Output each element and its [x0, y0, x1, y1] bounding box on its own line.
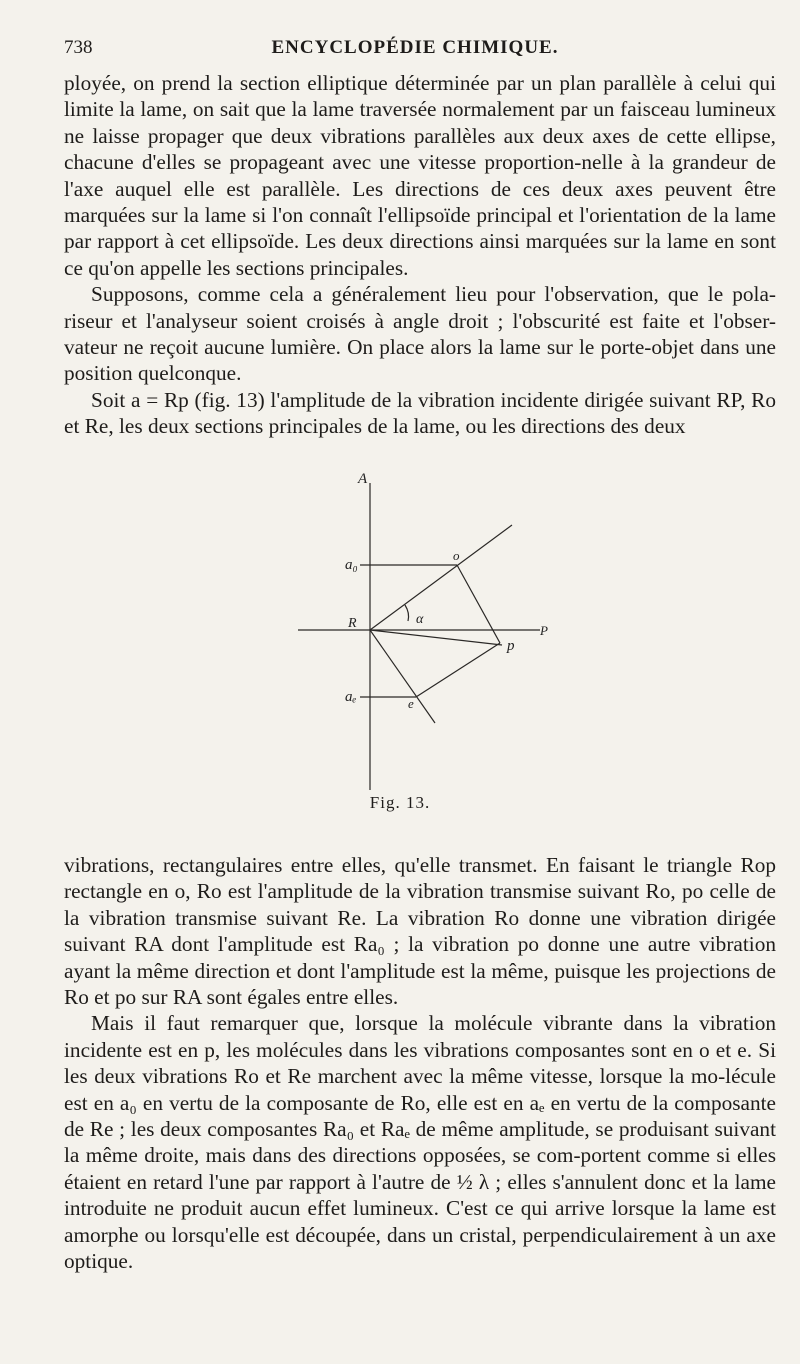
label-a0: a₀ [345, 557, 358, 573]
page-number: 738 [64, 37, 93, 58]
segment-pe [416, 643, 500, 697]
text-block-top [64, 70, 776, 440]
label-R: R [348, 616, 357, 631]
label-P: P [540, 623, 548, 638]
segment-po [457, 565, 500, 643]
paragraph: Supposons, comme cela a généralement lieu pour l'observation, que le pola-riseur et l'analyseur soient croisés à angle droit ; l'obscurité est faite et l'obser-vateur ne reçoit aucune lumière. On place alors la lame sur le porte-objet dans une position quelconque. [64, 282, 776, 386]
paragraph: Soit a = Rp (fig. 13) l'amplitude de la vibration incidente dirigée suivant RP, Ro et Re, les deux sections principales de la lame, ou les directions des deux [64, 387, 776, 439]
label-o: o [453, 548, 460, 563]
text-block-bottom [64, 852, 776, 1275]
line-Rp [370, 630, 502, 645]
page-header [64, 37, 766, 63]
label-alpha: α [416, 612, 424, 627]
paragraph: Mais il faut remarquer que, lorsque la molécule vibrante dans la vibration incidente est en p, les molécules dans les vibrations composantes sont en o et e. Si les deux vibrations Ro et Re marchent avec la même vitesse, lorsque la mo-lécule est en a₀ en vertu de la composante de Ro, elle est en aₑ en vertu de la composante de Re ; les deux composantes Ra₀ et Raₑ de même amplitude, se produisant suivant la même droite, mais dans des directions opposées, se com-portent comme si elles étaient en retard l'une par rapport à l'autre de ½ λ ; elles s'annulent donc et la lame introduite ne produit aucun effet lumineux. C'est ce qui arrive lorsque la lame est amorphe ou lorsqu'elle est découpée, dans un cristal, perpendiculairement à un axe optique. [64, 1011, 776, 1274]
angle-alpha-arc [405, 605, 409, 621]
running-title: ENCYCLOPÉDIE CHIMIQUE. [271, 37, 559, 58]
label-A: A [358, 471, 368, 487]
label-ae: aₑ [345, 689, 357, 705]
figure-13-diagram [290, 465, 560, 795]
label-p: p [507, 638, 515, 654]
paragraph: vibrations, rectangulaires entre elles, qu'elle transmet. En faisant le triangle Rop rectangle en o, Ro est l'amplitude de la vibration transmise suivant Ro, po celle de la vibration transmise suivant Re. La vibration Ro donne une vibration dirigée suivant RA dont l'amplitude est Ra₀ ; la vibration po donne une autre vibration ayant la même direction et dont l'amplitude est la même, puisque les projections de Ro et po sur RA sont égales entre elles. [64, 853, 776, 1010]
label-e: e [408, 696, 414, 711]
figure-caption: Fig. 13. [369, 793, 431, 812]
line-Re [370, 630, 435, 723]
paragraph: ployée, on prend la section elliptique déterminée par un plan parallèle à celui qui limite la lame, on sait que la lame traversée normalement par un faisceau lumineux ne laisse propager que deux vibrations parallèles aux deux axes de cette ellipse, chacune d'elles se propageant avec une vitesse proportion-nelle à la grandeur de l'axe auquel elle est parallèle. Les directions de ces deux axes peuvent être marquées sur la lame si l'on connaît l'ellipsoïde principal et l'orientation de la lame par rapport à cet ellipsoïde. Les deux directions ainsi marquées sur la lame en sont ce qu'on appelle les sections principales. [64, 71, 776, 280]
line-Ro [370, 525, 512, 630]
